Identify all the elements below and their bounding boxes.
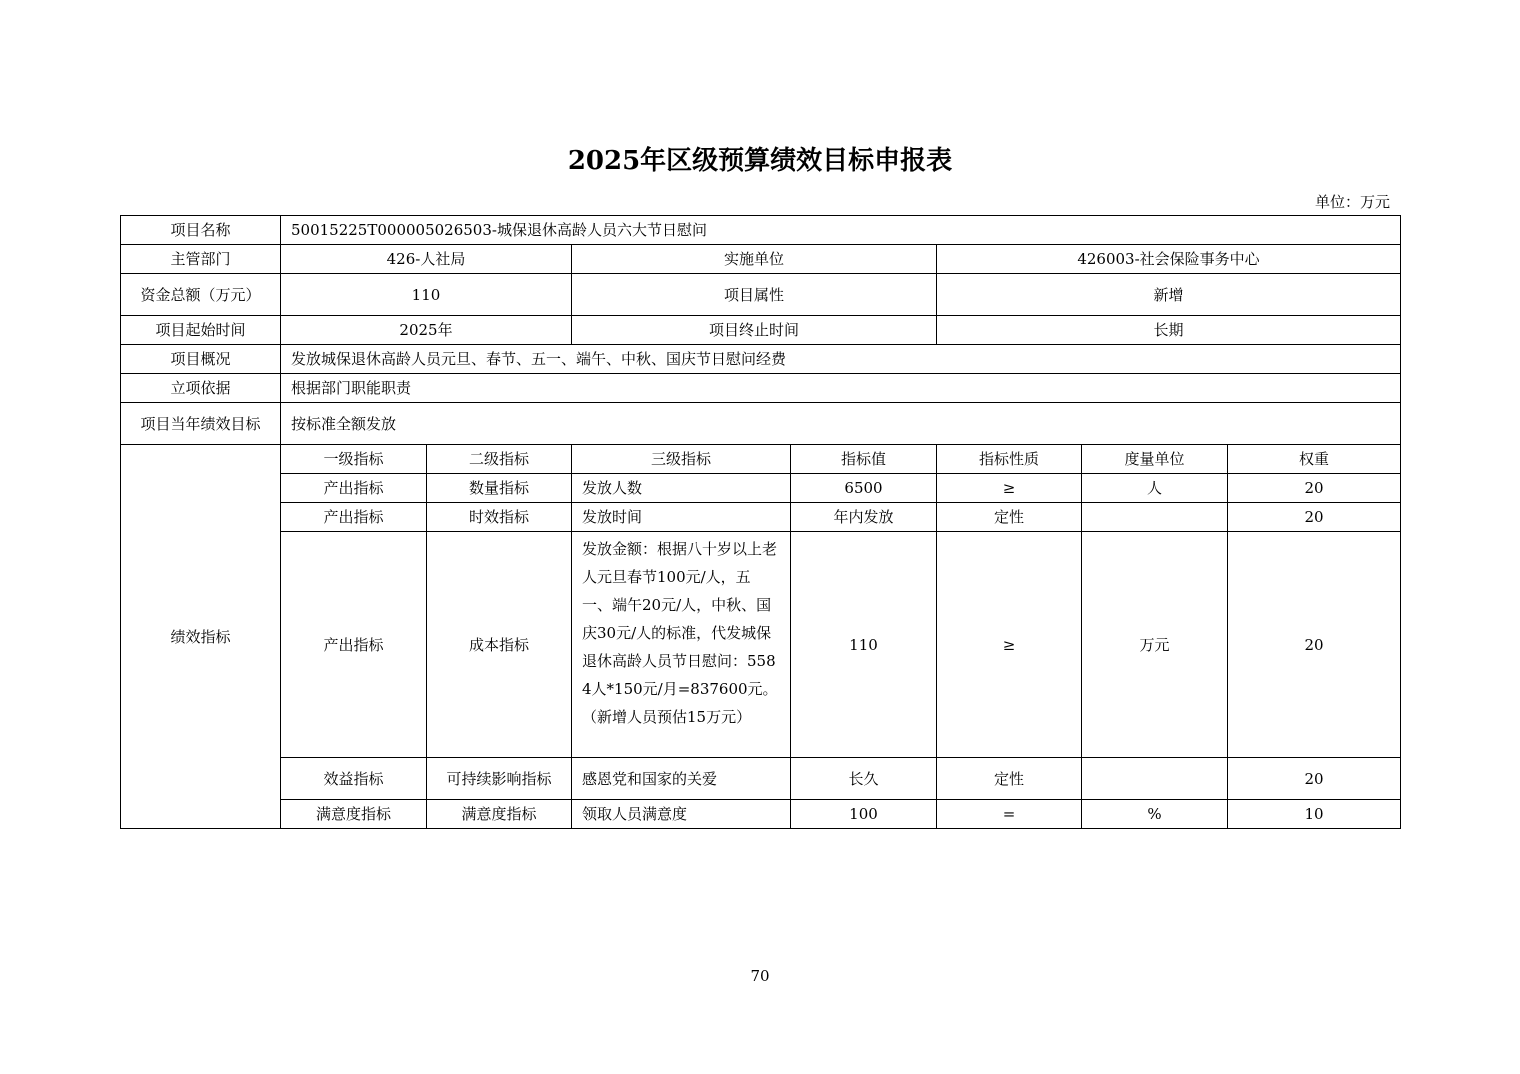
fund-value: 110 <box>281 274 572 316</box>
nature-cell: 定性 <box>937 503 1082 532</box>
value-cell: 110 <box>791 532 937 758</box>
header-nature: 指标性质 <box>937 445 1082 474</box>
basis-label: 立项依据 <box>121 374 281 403</box>
goal-label: 项目当年绩效目标 <box>121 403 281 445</box>
table-row <box>121 800 1401 829</box>
weight-cell: 20 <box>1228 532 1401 758</box>
impl-value: 426003-社会保险事务中心 <box>937 245 1401 274</box>
table-row <box>121 532 1401 758</box>
unit-cell: 万元 <box>1082 532 1228 758</box>
unit-cell <box>1082 758 1228 800</box>
basis-value: 根据部门职能职责 <box>281 374 1401 403</box>
project-name-value: 50015225T000005026503-城保退休高龄人员六大节日慰问 <box>281 216 1401 245</box>
row-goal <box>121 403 1401 445</box>
impl-label: 实施单位 <box>572 245 937 274</box>
row-time <box>121 316 1401 345</box>
dept-value: 426-人社局 <box>281 245 572 274</box>
value-cell: 100 <box>791 800 937 829</box>
weight-cell: 20 <box>1228 758 1401 800</box>
level1-cell: 产出指标 <box>281 474 427 503</box>
level2-cell: 可持续影响指标 <box>427 758 572 800</box>
start-value: 2025年 <box>281 316 572 345</box>
row-dept <box>121 245 1401 274</box>
end-label: 项目终止时间 <box>572 316 937 345</box>
nature-cell: = <box>937 800 1082 829</box>
unit-cell: % <box>1082 800 1228 829</box>
header-value: 指标值 <box>791 445 937 474</box>
page-title: 2025年区级预算绩效目标申报表 <box>567 146 953 176</box>
overview-value: 发放城保退休高龄人员元旦、春节、五一、端午、中秋、国庆节日慰问经费 <box>281 345 1401 374</box>
table-row <box>121 474 1401 503</box>
level1-cell: 产出指标 <box>281 532 427 758</box>
level1-cell: 产出指标 <box>281 503 427 532</box>
attr-value: 新增 <box>937 274 1401 316</box>
weight-cell: 20 <box>1228 503 1401 532</box>
dept-label: 主管部门 <box>121 245 281 274</box>
header-unit: 度量单位 <box>1082 445 1228 474</box>
level3-cell: 发放金额：根据八十岁以上老人元旦春节100元/人，五一、端午20元/人，中秋、国庆30元/人的标准，代发城保退休高龄人员节日慰问：5584人*150元/月=837600元。（新增人员预估15万元） <box>572 532 791 758</box>
table-row <box>121 758 1401 800</box>
level3-cell: 发放时间 <box>572 503 791 532</box>
indicator-header-row <box>121 445 1401 474</box>
nature-cell: ≥ <box>937 474 1082 503</box>
project-name-label: 项目名称 <box>121 216 281 245</box>
value-cell: 长久 <box>791 758 937 800</box>
row-project-name <box>121 216 1401 245</box>
value-cell: 6500 <box>791 474 937 503</box>
level1-cell: 效益指标 <box>281 758 427 800</box>
goal-value: 按标准全额发放 <box>281 403 1401 445</box>
header-level3: 三级指标 <box>572 445 791 474</box>
start-label: 项目起始时间 <box>121 316 281 345</box>
header-level1: 一级指标 <box>281 445 427 474</box>
table-row <box>121 503 1401 532</box>
nature-cell: ≥ <box>937 532 1082 758</box>
end-value: 长期 <box>937 316 1401 345</box>
level3-cell: 感恩党和国家的关爱 <box>572 758 791 800</box>
weight-cell: 10 <box>1228 800 1401 829</box>
unit-cell <box>1082 503 1228 532</box>
overview-label: 项目概况 <box>121 345 281 374</box>
level2-cell: 数量指标 <box>427 474 572 503</box>
level2-cell: 成本指标 <box>427 532 572 758</box>
row-basis <box>121 374 1401 403</box>
indicator-section-label: 绩效指标 <box>121 445 281 829</box>
level1-cell: 满意度指标 <box>281 800 427 829</box>
level3-cell: 发放人数 <box>572 474 791 503</box>
level2-cell: 满意度指标 <box>427 800 572 829</box>
weight-cell: 20 <box>1228 474 1401 503</box>
level3-cell: 领取人员满意度 <box>572 800 791 829</box>
row-overview <box>121 345 1401 374</box>
nature-cell: 定性 <box>937 758 1082 800</box>
unit-cell: 人 <box>1082 474 1228 503</box>
fund-label: 资金总额（万元） <box>121 274 281 316</box>
unit-label: 单位：万元 <box>1314 193 1390 211</box>
header-weight: 权重 <box>1228 445 1401 474</box>
level2-cell: 时效指标 <box>427 503 572 532</box>
page-number: 70 <box>750 967 770 985</box>
value-cell: 年内发放 <box>791 503 937 532</box>
attr-label: 项目属性 <box>572 274 937 316</box>
row-fund <box>121 274 1401 316</box>
performance-target-table <box>120 215 1401 829</box>
header-level2: 二级指标 <box>427 445 572 474</box>
